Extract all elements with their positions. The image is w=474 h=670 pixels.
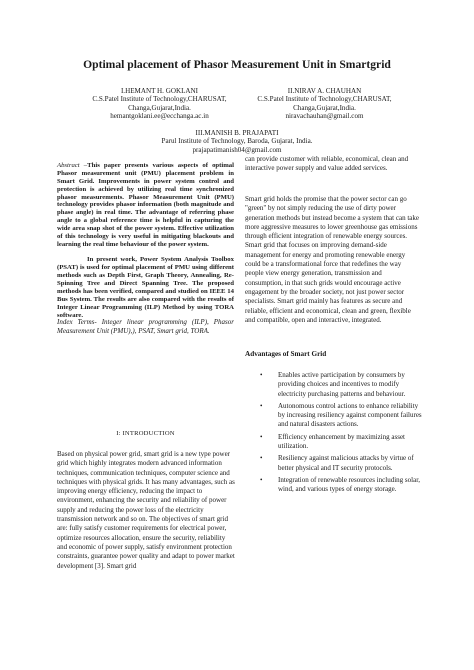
advantages-list [249, 371, 423, 498]
author-block-2 [237, 87, 412, 121]
bullet-icon: • [260, 475, 263, 484]
index-terms: Index Terms- Integer linear programming (ILP), Phasor Measurement Unit (PMU),), PSAT, Smart grid, TORA. [57, 318, 234, 336]
author-name: I.HEMANT H. GOKLANI [120, 87, 199, 95]
right-column-continuation: can provide customer with reliable, economical, clean and interactive power supply and value added services. [245, 155, 409, 173]
author-location: Changa,Gujarat,India. [293, 103, 356, 112]
bullet-icon: • [260, 454, 263, 463]
abstract [57, 155, 234, 326]
list-item: • Autonomous control actions to enhance reliability by increasing resiliency against component failures and natural disasters actions. [260, 401, 422, 429]
list-item: • Enables active participation by consumers by providing choices and incentives to modify electricity purchasing patterns and behaviour. [260, 371, 406, 398]
author-email: hemantgoklani.ee@ecchanga.ac.in [110, 112, 209, 121]
introduction-body [57, 450, 237, 571]
abstract-paragraph-2: In present work, Power System Analysis Toolbox (PSAT) is used for optimal placement of PMU using different methods such as Depth First, Graph Theory, Annealing, Re-Spinning Tree and Direct Spanning Tree. The proposed methods has been verified, compared and studied on IEEE 14 Bus System. The results are also compared with the results of Integer Linear Programming (ILP) Method by using TORA software. [57, 255, 234, 319]
section-heading-introduction: I: INTRODUCTION [116, 430, 175, 437]
author-name: III.MANISH B. PRAJAPATI [195, 129, 279, 137]
author-block-3 [137, 129, 337, 154]
author-affiliation: C.S.Patel Institute of Technology,CHARUSAT, [92, 95, 227, 104]
abstract-text: This paper presents various aspects of optimal Phasor measurement unit (PMU) placement problem in Smart Grid. Improvements in power system control and protection is achieved by utilizing real time synchronized phasor measurements. Phasor Measurement Unit (PMU) technology provides phasor information (both magnitude and phase angle) in real time. The advantage of referring phase angle to a global reference time is helpful in capturing the wide area snap shot of the power system. Effective utilization of this technology is very useful in mitigating blackouts and learning the real time behaviour of the power system. [57, 161, 234, 249]
author-affiliation: C.S.Patel Institute of Technology,CHARUSAT, [257, 95, 392, 104]
list-item: • Resiliency against malicious attacks by virtue of better physical and IT security protocols. [260, 454, 414, 472]
bullet-icon: • [260, 432, 263, 441]
author-email: niravachauhan@gmail.com [285, 112, 364, 121]
bullet-icon: • [260, 401, 263, 410]
introduction-paragraph: Based on physical power grid, smart grid is a new type power grid which highly integrates modern advanced information techniques, communication techniques, computer science and techniques with physical grids. It has many advantages, such as improving energy efficiency, reducing the impact to environment, enhancing the security and reliability of power supply and reducing the power loss of the electricity transmission network and so on. The objectives of smart grid are: fully satisfy customer requirements for electrical power, optimize resources allocation, ensure the security, reliability and economic of power supply, satisfy environment protection constraints, guarantee power quality and adapt to power market development [3]. Smart grid [57, 450, 235, 570]
author-affiliation: Parul Institute of Technology, Baroda, Gujarat, India. [161, 137, 313, 146]
paper-title: Optimal placement of Phasor Measurement Unit in Smartgrid [83, 58, 391, 71]
author-location: Changa,Gujarat,India. [128, 103, 191, 112]
author-block-1 [72, 87, 247, 121]
author-email: prajapatimanish04@gmail.com [192, 145, 282, 154]
list-item: • Efficiency enhancement by maximizing asset utilization. [260, 432, 405, 451]
bullet-icon: • [260, 371, 263, 379]
list-item: • Integration of renewable resources including solar, wind, and various types of energy storage. [260, 475, 420, 494]
advantages-heading: Advantages of Smart Grid [245, 350, 327, 358]
abstract-label: Abstract – [57, 161, 88, 169]
author-name: II.NIRAV A. CHAUHAN [287, 87, 362, 95]
right-column-paragraph: Smart grid holds the promise that the power sector can go "green" by not simply reducing the use of dirty power generation methods but instead become a system that can take more aggressive measures to lower greenhouse gas emissions through efficient integration of renewable energy sources. Smart grid that focuses on improving demand-side management for energy and promoting renewable energy could be a transformational force that redefines the way people view energy generation, transmission and consumption, in that such grids would encourage active engagement by the broader society, not just power sector specialists. Smart grid mainly has features as secure and reliable, efficient and economical, clean and green, flexible and compatible, open and interactive, integrated. [245, 195, 419, 324]
